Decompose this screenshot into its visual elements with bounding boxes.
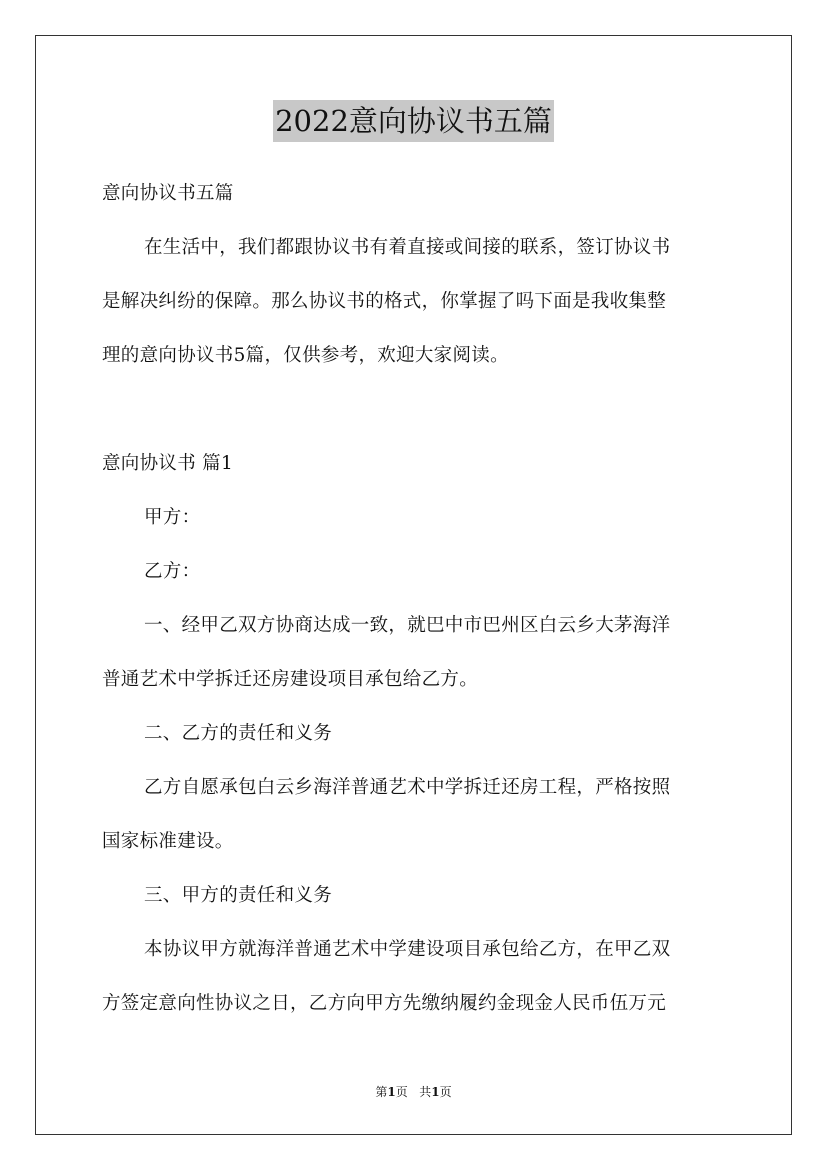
clause2-heading: 二、乙方的责任和义务 xyxy=(144,723,333,744)
clause3-heading: 三、甲方的责任和义务 xyxy=(144,885,333,906)
document-subtitle: 意向协议书五篇 xyxy=(102,183,234,204)
clause2-line-2: 国家标准建设。 xyxy=(102,831,234,852)
clause3-line-2: 方签定意向性协议之日，乙方向甲方先缴纳履约金现金人民币伍万元 xyxy=(102,993,667,1014)
intro-line-1: 在生活中，我们都跟协议书有着直接或间接的联系，签订协议书 xyxy=(144,237,671,258)
title-container xyxy=(0,100,827,142)
footer-page-number: 1 xyxy=(387,1085,396,1099)
footer-prefix: 第 xyxy=(375,1085,388,1099)
intro-line-3: 理的意向协议书5篇，仅供参考，欢迎大家阅读。 xyxy=(102,345,509,366)
page-footer xyxy=(0,1083,827,1100)
intro-line-2: 是解决纠纷的保障。那么协议书的格式，你掌握了吗下面是我收集整 xyxy=(102,291,667,312)
clause1-line-2: 普通艺术中学拆迁还房建设项目承包给乙方。 xyxy=(102,669,479,690)
party-a-label: 甲方： xyxy=(144,507,201,528)
clause3-line-1: 本协议甲方就海洋普通艺术中学建设项目承包给乙方，在甲乙双 xyxy=(144,939,671,960)
party-b-label: 乙方： xyxy=(144,561,201,582)
clause1-line-1: 一、经甲乙双方协商达成一致，就巴中市巴州区白云乡大茅海洋 xyxy=(144,615,671,636)
document-title: 2022意向协议书五篇 xyxy=(273,100,554,142)
footer-mid: 页 共 xyxy=(395,1085,432,1099)
footer-suffix: 页 xyxy=(439,1085,452,1099)
clause2-line-1: 乙方自愿承包白云乡海洋普通艺术中学拆迁还房工程，严格按照 xyxy=(144,777,671,798)
footer-page-total: 1 xyxy=(431,1085,440,1099)
section-heading: 意向协议书 篇1 xyxy=(102,453,234,474)
